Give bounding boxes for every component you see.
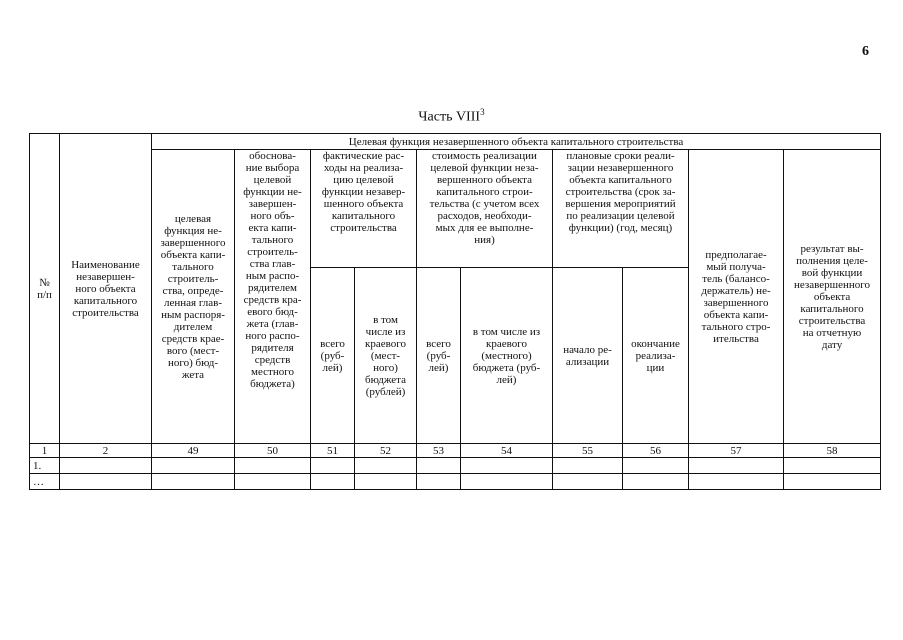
column-number: 56 [623,444,689,458]
column-number: 52 [355,444,417,458]
row-number: 1. [30,458,60,474]
table-cell[interactable] [784,474,881,490]
col-header-terms: плановые сроки реали- зации незавершенного объекта капитального строительства (срок за- вершения мероприятий по реализации целевой функции) (год, месяц) [553,150,689,268]
col-header-51: всего (руб- лей) [311,268,355,444]
part-title-superscript: 3 [480,107,485,117]
table-cell[interactable] [553,458,623,474]
column-number: 55 [553,444,623,458]
table-row [30,458,881,474]
table-cell[interactable] [553,474,623,490]
header-row-main [30,150,881,268]
column-number: 49 [152,444,235,458]
table-cell[interactable] [60,458,152,474]
col-header-number: № п/п [30,134,60,444]
table-cell[interactable] [355,474,417,490]
col-header-cost: стоимость реализации целевой функции неза- вершенного объекта капитального строи- тельства (с учетом всех расходов, необходи- мых для ее выполне- ния) [417,150,553,268]
table-cell[interactable] [152,474,235,490]
column-number: 58 [784,444,881,458]
col-header-58: результат вы- полнения целе- вой функции незавершенного объекта капитального строительства на отчетную дату [784,150,881,444]
col-header-54: в том числе из краевого (местного) бюджета (руб- лей) [461,268,553,444]
page-number: 6 [862,44,869,59]
column-number: 50 [235,444,311,458]
table-cell[interactable] [461,474,553,490]
table-cell[interactable] [623,474,689,490]
table-cell[interactable] [417,474,461,490]
column-number: 54 [461,444,553,458]
col-header-name: Наименование незавершен- ного объекта капитального строительства [60,134,152,444]
table-cell[interactable] [235,458,311,474]
column-number: 1 [30,444,60,458]
col-header-50: обоснова- ние выбора целевой функции не- завершен- ного объ- екта капи- тального строитель- ства глав- ным распо- рядителем средств кра- евого бюд- жета (глав- ного распо- рядителя средств местного бюджета) [235,150,311,444]
col-header-55: начало ре- ализации [553,268,623,444]
table-cell[interactable] [623,458,689,474]
table-cell[interactable] [689,458,784,474]
table-row [30,474,881,490]
col-header-52: в том числе из краевого (мест- ного) бюджета (рублей) [355,268,417,444]
col-header-56: окончание реализа- ции [623,268,689,444]
part-title [0,107,903,126]
table-cell[interactable] [689,474,784,490]
column-number: 2 [60,444,152,458]
header-row-group [30,134,881,150]
table-cell[interactable] [417,458,461,474]
data-table [29,133,881,490]
part-title-text: Часть VIII [418,109,481,125]
col-header-fact-expenses: фактические рас- ходы на реализа- цию целевой функции незавер- шенного объекта капитального строительства [311,150,417,268]
row-number: … [30,474,60,490]
column-number: 51 [311,444,355,458]
group-header: Целевая функция незавершенного объекта капитального строительства [152,134,881,150]
table-cell[interactable] [461,458,553,474]
table-cell[interactable] [152,458,235,474]
column-number: 57 [689,444,784,458]
col-header-53: всего (руб- лей) [417,268,461,444]
column-numbers-row [30,444,881,458]
table-cell[interactable] [311,474,355,490]
col-header-57: предполагае- мый получа- тель (балансо- держатель) не- завершенного объекта капи- тального стро- ительства [689,150,784,444]
table-cell[interactable] [784,458,881,474]
table-cell[interactable] [235,474,311,490]
table-cell[interactable] [355,458,417,474]
table-cell[interactable] [311,458,355,474]
table-cell[interactable] [60,474,152,490]
col-header-49: целевая функция не- завершенного объекта капи- тального строитель- ства, опреде- ленная глав- ным распоря- дителем средств крае- вого (мест- ного) бюд- жета [152,150,235,444]
column-number: 53 [417,444,461,458]
